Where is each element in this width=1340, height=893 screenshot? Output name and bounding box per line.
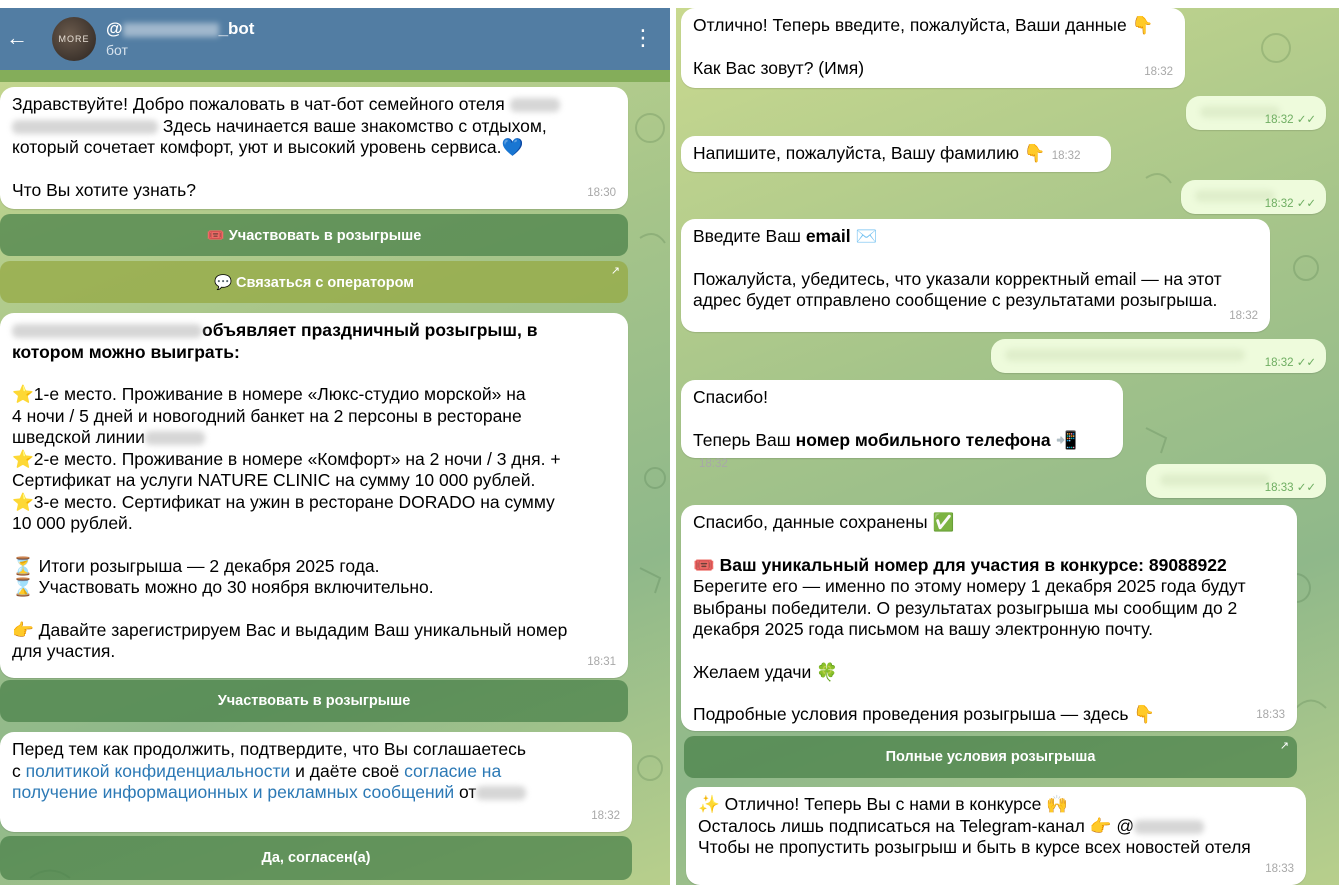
message-text: с политикой конфиденциальности и даёте своё согласие на [12,760,502,781]
message-subscribe [686,787,1306,885]
message-text: Введите Ваш email ✉️ [693,226,878,246]
participate-button-label: 🎟️ Участвовать в розыгрыше [206,227,422,244]
message-time: 18:31 [587,655,616,668]
more-menu-icon[interactable]: ⋮ [632,25,654,50]
redacted-blur [1195,190,1275,202]
contact-operator-button[interactable] [0,261,628,303]
bot-name-prefix: @ [106,19,123,38]
bot-name[interactable] [106,19,254,39]
message-enter-data [681,8,1185,88]
message-text: ⏳ Итоги розыгрыша — 2 декабря 2025 года. [12,555,380,576]
message-welcome [0,87,628,209]
agree-button-label: Да, согласен(а) [261,850,371,866]
message-giveaway [0,313,628,678]
back-arrow-icon[interactable]: ← [6,25,28,50]
message-text: Здравствуйте! Добро пожаловать в чат-бот семейного отеля [12,94,616,116]
message-text: Перед тем как продолжить, подтвердите, что Вы соглашаетесь [12,739,526,759]
right-chat-screenshot [676,8,1339,885]
participate-button-label: Участвовать в розыгрыше [217,693,411,709]
message-saved [681,505,1297,731]
redacted-blur [1134,820,1204,834]
outgoing-message-phone [1146,464,1326,498]
redacted-blur [145,431,205,445]
consent-link[interactable]: согласие на [404,760,502,781]
message-surname [681,136,1111,172]
full-conditions-button[interactable] [684,736,1297,778]
message-time: 18:32 ✓✓ [1264,198,1316,210]
message-text: Как Вас зовут? (Имя) [693,57,865,78]
message-text: получение информационных и рекламных сообщений от [12,782,620,804]
redacted-blur [476,786,526,800]
message-text: ⌛ Участвовать можно до 30 ноября включительно. [12,577,434,597]
message-text: выбраны победители. О результатах розыгрыша мы сообщим до 2 [693,597,1238,618]
message-time: 18:32 [1229,309,1258,322]
external-link-icon: ↗ [610,265,620,277]
outgoing-message-name [1186,96,1326,130]
message-text: шведской линии [12,427,616,449]
message-text: 🎟️ Ваш уникальный номер для участия в конкурсе: 89088922 [693,554,1227,575]
message-text: Берегите его — именно по этому номеру 1 декабря 2025 года будут [693,576,1246,596]
chat-header [0,8,670,70]
message-text: Что Вы хотите узнать? [12,179,196,200]
message-text: Чтобы не пропустить розыгрыш и быть в курсе всех новостей отеля [698,837,1251,857]
contact-operator-label: 💬 Связаться с оператором [213,274,415,291]
message-text: для участия. [12,641,116,661]
privacy-policy-link[interactable]: политикой конфиденциальности [25,760,291,781]
participate-button-2[interactable] [0,680,628,722]
message-time: 18:30 [587,186,616,199]
message-text: котором можно выиграть: [12,341,240,362]
message-text: адрес будет отправлено сообщение с результатами розыгрыша. [693,290,1218,310]
message-time: 18:33 [1265,862,1294,875]
agree-button[interactable] [0,836,632,880]
message-time: 18:32 [1144,65,1173,78]
message-text: Спасибо! [693,387,768,407]
message-time: 18:32 [1051,150,1081,162]
message-text: объявляет праздничный розыгрыш, в [12,320,616,342]
message-text: декабря 2025 года письмом на вашу электронную почту. [693,619,1153,639]
message-text: Желаем удачи 🍀 [693,661,838,682]
message-text: 👉 Давайте зарегистрируем Вас и выдадим Ваш уникальный номер [12,619,568,640]
message-text: Подробные условия проведения розыгрыша — здесь 👇 [693,704,1156,724]
outgoing-message-surname [1181,180,1326,214]
left-chat-screenshot [0,8,670,885]
message-email [681,219,1270,332]
full-conditions-label: Полные условия розыгрыша [885,749,1096,765]
message-time: 18:32 [699,458,728,470]
message-time: 18:33 ✓✓ [1264,482,1316,494]
message-text: ⭐3-е место. Сертификат на ужин в ресторане DORADO на сумму [12,491,555,512]
external-link-icon: ↗ [1279,740,1289,752]
message-text: Напишите, пожалуйста, Вашу фамилию 👇 18:32 [693,143,1099,168]
message-time: 18:33 [1256,708,1285,721]
message-consent [0,732,632,832]
bot-subtitle: бот [106,42,128,58]
message-text: Здесь начинается ваше знакомство с отдыхом, [12,116,616,138]
message-text: Сертификат на услуги NATURE CLINIC на сумму 10 000 рублей. [12,470,536,490]
redacted-blur [12,324,202,338]
message-time: 18:32 ✓✓ [1264,357,1316,369]
message-text: Спасибо, данные сохранены ✅ [693,512,955,532]
message-text: ⭐2-е место. Проживание в номере «Комфорт» на 2 ночи / 3 дня. + [12,448,561,469]
message-text: Теперь Ваш номер мобильного телефона 📲18:32 [693,430,1111,476]
outgoing-message-email [991,339,1326,373]
message-text: Отлично! Теперь введите, пожалуйста, Ваши данные 👇 [693,15,1154,35]
message-text: 4 ночи / 5 дней и новогодний банкет на 2 персоны в ресторане [12,405,522,426]
message-time: 18:32 ✓✓ [1264,114,1316,126]
message-phone [681,380,1123,470]
message-text: ⭐1-е место. Проживание в номере «Люкс-студио морской» на [12,384,526,404]
message-text: который сочетает комфорт, уют и высокий уровень сервиса.💙 [12,137,524,157]
consent-link-cont[interactable]: получение информационных и рекламных сообщений [12,782,455,802]
redacted-blur [1160,474,1270,486]
message-text: 10 000 рублей. [12,513,133,533]
redacted-blur [12,120,158,134]
bot-avatar[interactable]: MORE [52,17,96,61]
message-text: Осталось лишь подписаться на Telegram-канал 👉 @ [698,816,1294,838]
participate-button[interactable] [0,214,628,256]
message-text: ✨ Отлично! Теперь Вы с нами в конкурсе 🙌 [698,794,1068,814]
bot-name-suffix: _bot [218,19,255,38]
redacted-blur [510,98,560,112]
redacted-blur [1005,349,1245,361]
pinned-strip [0,70,670,82]
message-time: 18:32 [591,809,620,822]
message-text: Пожалуйста, убедитесь, что указали корректный email — на этот [693,268,1222,289]
redacted-blur [123,23,219,37]
